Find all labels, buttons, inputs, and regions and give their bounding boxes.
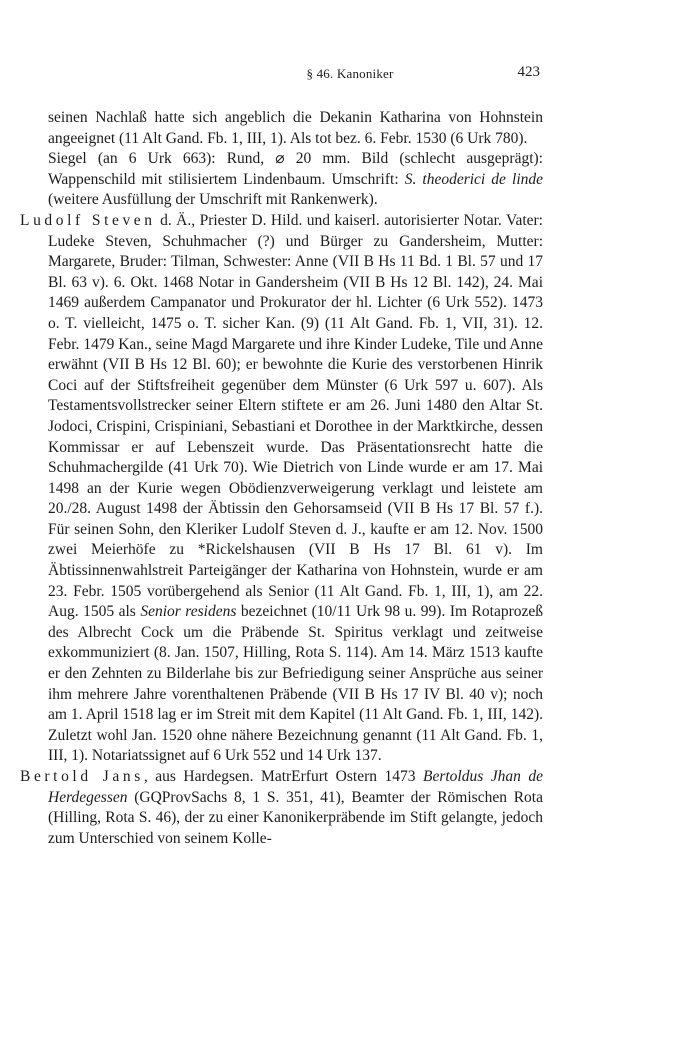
seal-inscription: S. theoderici de linde [404,170,544,188]
entry-bertold-jans: Bertold Jans, aus Hardegsen. MatrErfurt Ostern 1473 Bertoldus Jhan de Herdegessen (GQProvSachs 8, 1 S. 351, 41), Beamter der Römischen Rota (Hilling, Rota S. 46), der zu einer Kanonikerpräbende im Stift gelangte, jedoch zum Unterschied von seinem Kolle- [20,768,543,847]
seal-paragraph: Siegel (an 6 Urk 663): Rund, ⌀ 20 mm. Bild (schlecht ausgeprägt): Wappenschild mit stilisiertem Lindenbaum. Umschrift: S. theoderici de linde (weitere Ausfüllung der Umschrift mit Rankenwerk). [48,150,544,209]
page-number: 423 [517,64,540,80]
running-head: § 46. Kanoniker [306,66,394,81]
page-header [0,64,700,84]
entry-name: Ludolf Steven [20,211,156,229]
body-text [20,108,544,849]
continuation-paragraph: seinen Nachlaß hatte sich angeblich die Dekanin Katharina von Hohnstein angeeignet (11 Alt Gand. Fb. 1, III, 1). Als tot bez. 6. Febr. 1530 (6 Urk 780). [48,109,543,147]
entry-name: Bertold Jans [20,768,144,785]
entry-ludolf-steven: Ludolf Steven d. Ä., Priester D. Hild. und kaiserl. autorisierter Notar. Vater: Ludeke Steven, Schuhmacher (?) und Bürger zu Gandersheim, Mutter: Margarete, Bruder: Tilman, Schwester: Anne (VII B Hs 11 Bd. 1 Bl. 57 und 17 Bl. 63 v). 6. Okt. 1468 Notar in Gandersheim (VII B Hs 12 Bl. 142), 24. Mai 1469 außerdem Campanator und Prokurator der hl. Lichter (6 Urk 552). 1473 o. T. vielleicht, 1475 o. T. sicher Kan. (9) (11 Alt Gand. Fb. 1, VII, 31). 12. Febr. 1479 Kan., seine Magd Margarete und ihre Kinder Ludeke, Tile und Anne erwähnt (VII B Hs 12 Bl. 60); er bewohnte die Kurie des verstorbenen Hinrik Coci auf der Stiftsfreiheit gegenüber dem Münster (6 Urk 597 u. 607). Als Testamentsvollstrecker seiner Eltern stiftete er am 26. Juni 1480 den Altar St. Jodoci, Crispini, Crispiniani, Sebastiani et Dorothee in der Marktkirche, dessen Kommissar er auf Lebenszeit wurde. Das Präsentationsrecht hatte die Schuhmachergilde (41 Urk 70). Wie Dietrich von Linde wurde er am 17. Mai 1498 an der Kurie wegen Obödienzverweigerung verklagt und leistete am 20./28. August 1498 der Äbtissin den Gehorsamseid (VII B Hs 17 Bl. 57 f.). Für seinen Sohn, den Kleriker Ludolf Steven d. J., kaufte er am 12. Nov. 1500 zwei Meierhöfe zu *Rickelshausen (VII B Hs 17 Bl. 61 v). Im Äbtissinnenwahlstreit Parteigänger der Katharina von Hohnstein, wurde er am 23. Febr. 1505 vorübergehend als Senior (11 Alt Gand. Fb. 1, III, 1), am 22. Aug. 1505 als Senior residens bezeichnet (10/11 Urk 98 u. 99). Im Rotaprozeß des Albrecht Cock um die Präbende St. Spiritus verklagt und zeitweise exkommuniziert (8. Jan. 1507, Hilling, Rota S. 114). Am 14. März 1513 kaufte er den Zehnten zu Bilderlahe bis zur Befriedigung seiner Ansprüche aus seiner ihm mehrere Jahre vorenthaltenen Präbende (VII B Hs 17 IV Bl. 40 v); noch am 1. April 1518 lag er im Streit mit dem Kapitel (11 Alt Gand. Fb. 1, III, 142). Zuletzt wohl Jan. 1520 ohne nähere Bezeichnung genannt (11 Alt Gand. Fb. 1, III, 1). Notariatssignet auf 6 Urk 552 und 14 Urk 137. [20,211,543,765]
